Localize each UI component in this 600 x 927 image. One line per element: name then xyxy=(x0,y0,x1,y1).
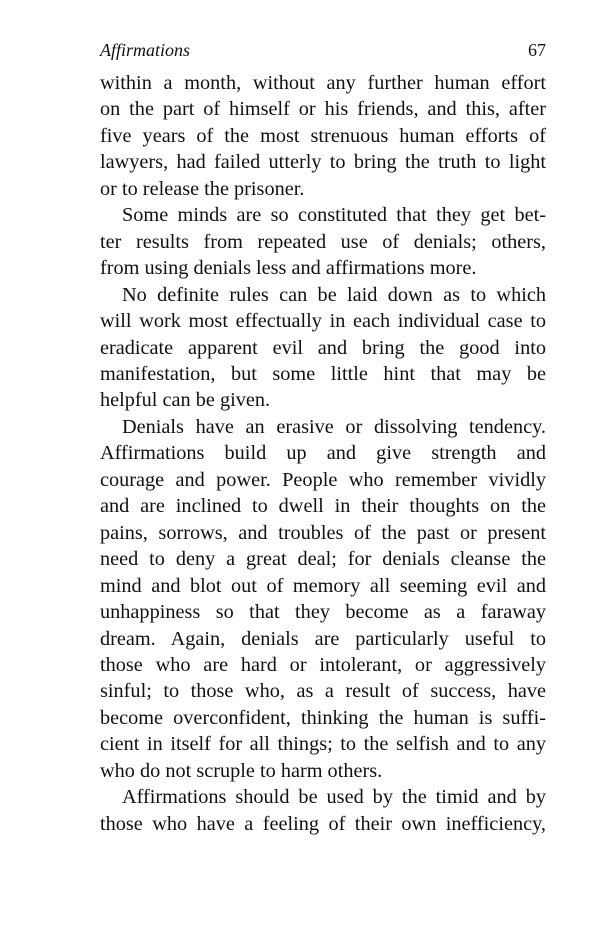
book-page xyxy=(100,40,546,837)
text-line: lawyers, had failed utterly to bring the truth to light xyxy=(100,151,546,174)
text-line: mind and blot out of memory all seeming evil and xyxy=(100,574,546,597)
text-line: sinful; to those who, as a result of success, have xyxy=(100,680,546,703)
text-line: unhappiness so that they become as a faraway xyxy=(100,601,546,624)
text-line: Affirmations should be used by the timid and by xyxy=(122,786,546,809)
running-head xyxy=(100,40,546,70)
body-text xyxy=(100,70,546,837)
text-line: from using denials less and affirmations more. xyxy=(100,257,477,280)
paragraph xyxy=(100,202,546,281)
paragraph xyxy=(100,70,546,202)
text-line: within a month, without any further human effort xyxy=(100,72,546,94)
paragraph xyxy=(100,282,546,414)
text-line: will work most effectually in each individual case to xyxy=(100,310,546,333)
paragraph xyxy=(100,414,546,784)
page-number: 67 xyxy=(528,40,546,60)
text-line: on the part of himself or his friends, and this, after xyxy=(100,98,546,121)
text-line: manifestation, but some little hint that may be xyxy=(100,362,546,385)
text-line: No definite rules can be laid down as to which xyxy=(122,283,546,306)
text-line: Some minds are so constituted that they get bet- xyxy=(122,204,546,227)
text-line: ter results from repeated use of denials; others, xyxy=(100,230,546,253)
text-line: become overconfident, thinking the human is suffi- xyxy=(100,706,546,729)
text-line: eradicate apparent evil and bring the good into xyxy=(100,336,546,359)
text-line: five years of the most strenuous human efforts of xyxy=(100,124,546,147)
paragraph xyxy=(100,784,546,837)
text-line: those who are hard or intolerant, or aggressively xyxy=(100,653,546,676)
running-title: Affirmations xyxy=(100,40,191,60)
text-line: Denials have an erasive or dissolving tendency. xyxy=(122,415,546,438)
text-line: need to deny a great deal; for denials cleanse the xyxy=(100,548,546,571)
text-line: those who have a feeling of their own inefficiency, xyxy=(100,812,546,835)
text-line: and are inclined to dwell in their thoughts on the xyxy=(100,495,546,518)
text-line: or to release the prisoner. xyxy=(100,177,305,200)
text-line: who do not scruple to harm others. xyxy=(100,759,383,782)
text-line: cient in itself for all things; to the selfish and to any xyxy=(100,733,546,756)
text-line: courage and power. People who remember vividly xyxy=(100,468,546,491)
text-line: pains, sorrows, and troubles of the past or present xyxy=(100,521,546,544)
text-line: helpful can be given. xyxy=(100,389,271,412)
text-line: dream. Again, denials are particularly useful to xyxy=(100,627,546,650)
text-line: Affirmations build up and give strength and xyxy=(100,442,546,465)
